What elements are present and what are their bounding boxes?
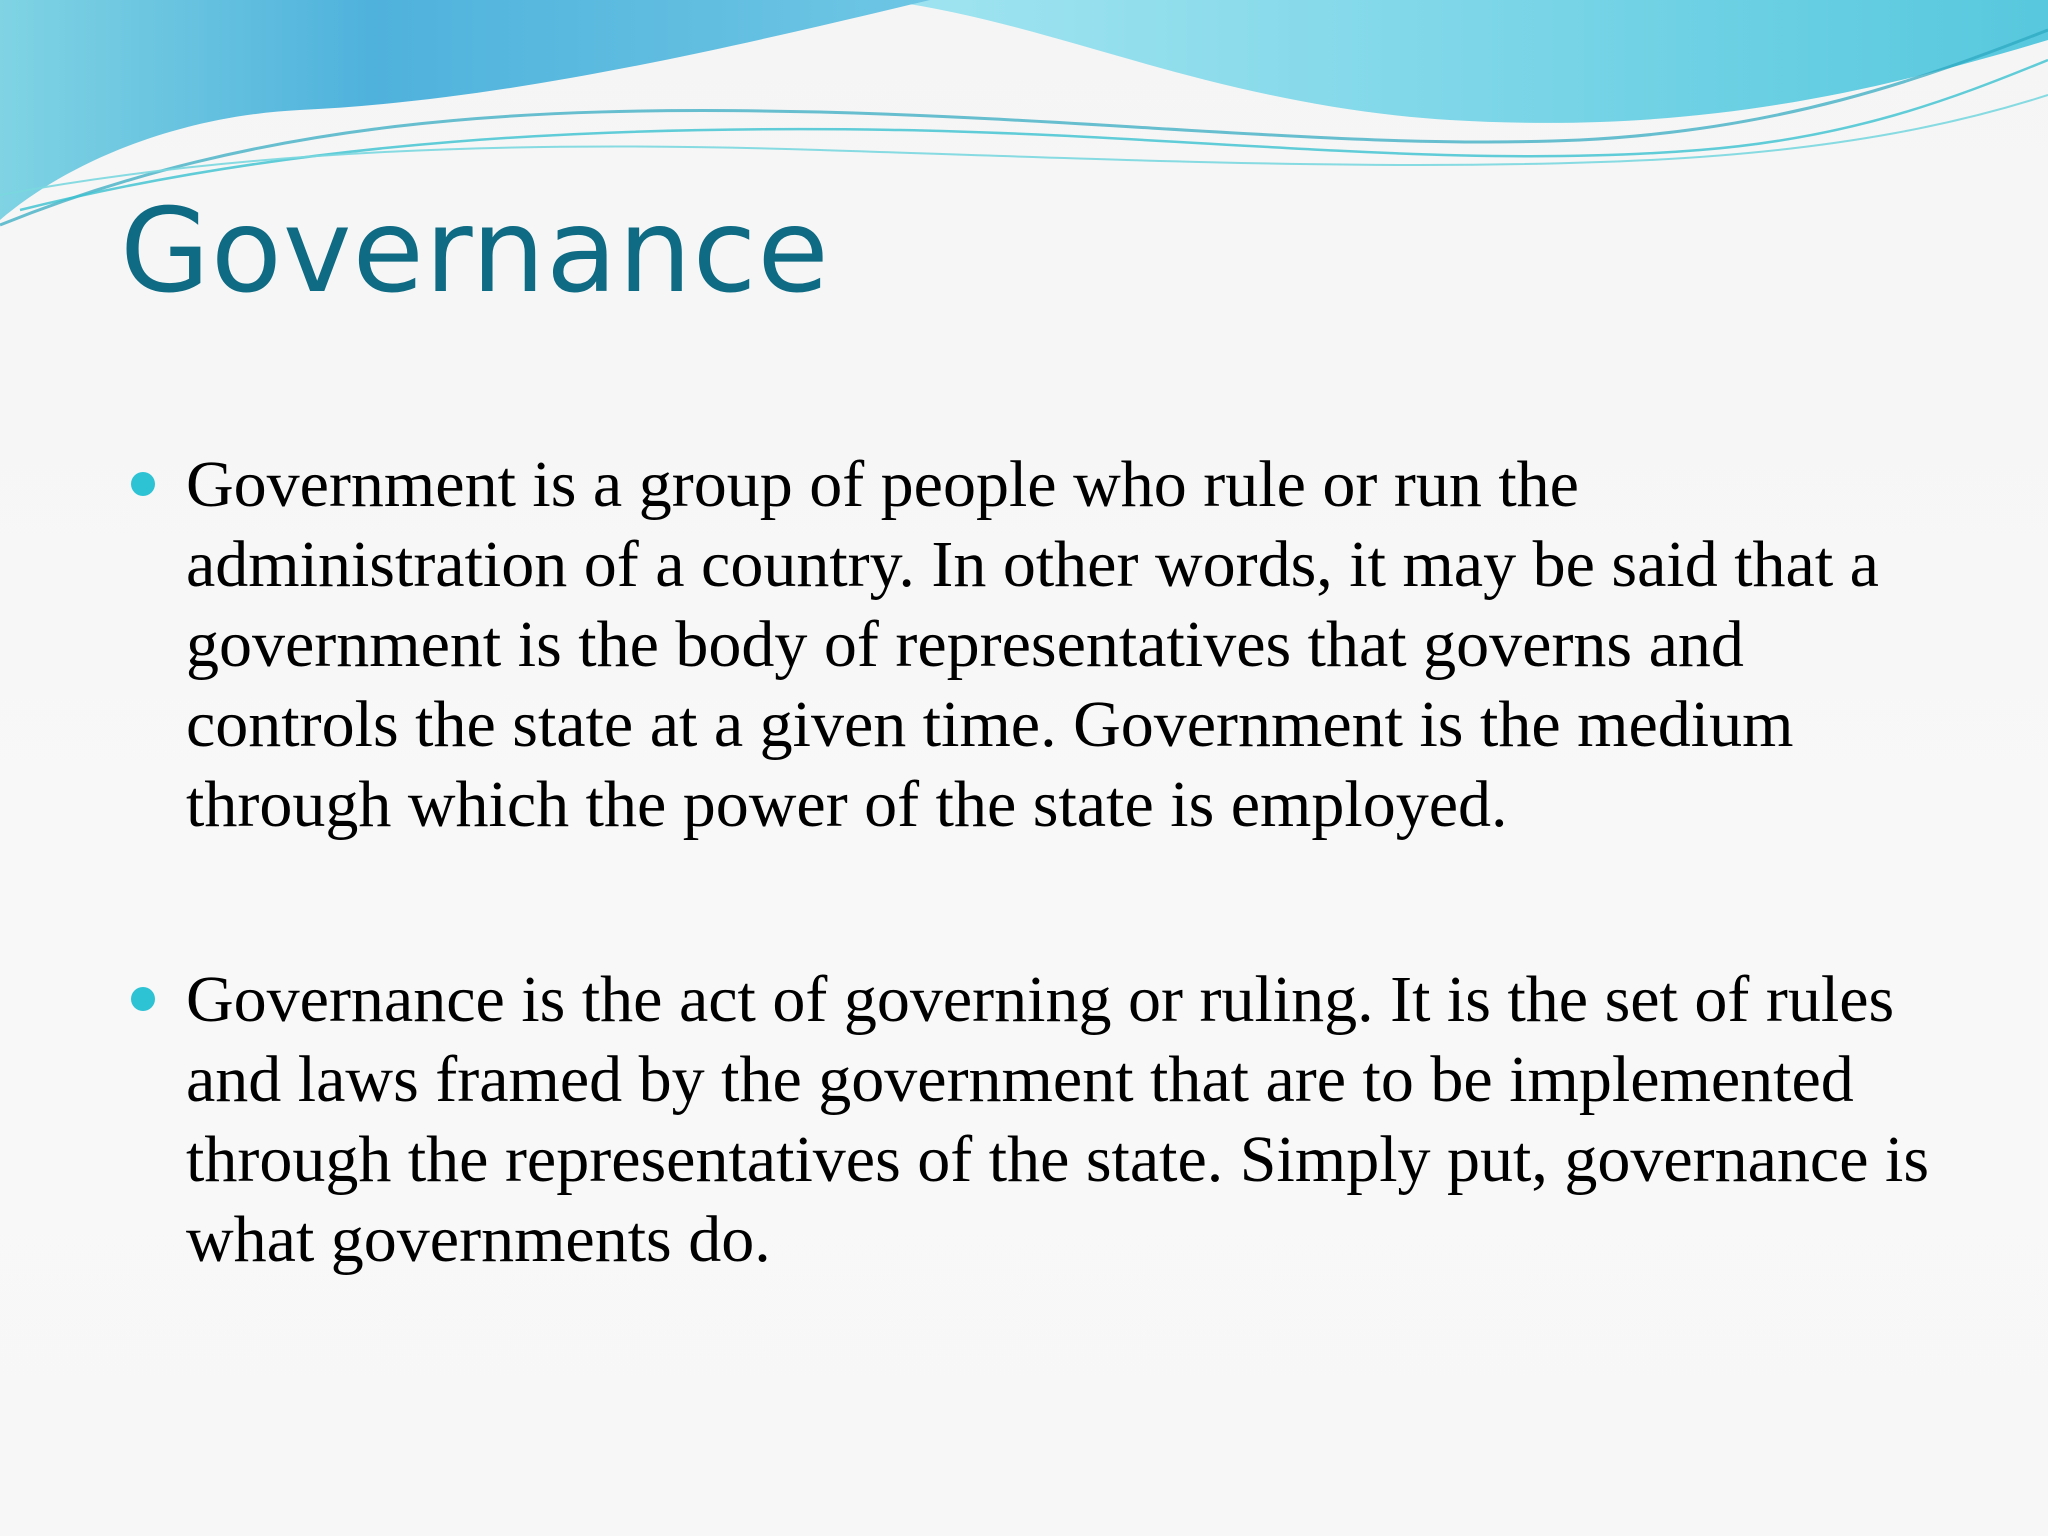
bullet-icon xyxy=(131,472,155,496)
slide-title: Governance xyxy=(120,184,830,319)
bullet-item-governance xyxy=(0,960,2048,1280)
bullet-list xyxy=(0,445,2048,1280)
bullet-text-governance: Governance is the act of governing or ruling. It is the set of rules and laws framed by the government that are to be implemented through the representatives of the state. Simply put, governance is what governments do. xyxy=(186,963,1930,1276)
bullet-text-government: Government is a group of people who rule or run the administration of a country. In other words, it may be said that a government is the body of representatives that governs and controls the state at a given time. Government is the medium through which the power of the state is employed. xyxy=(186,448,1879,841)
bullet-item-government xyxy=(0,445,2048,845)
bullet-icon xyxy=(131,987,155,1011)
